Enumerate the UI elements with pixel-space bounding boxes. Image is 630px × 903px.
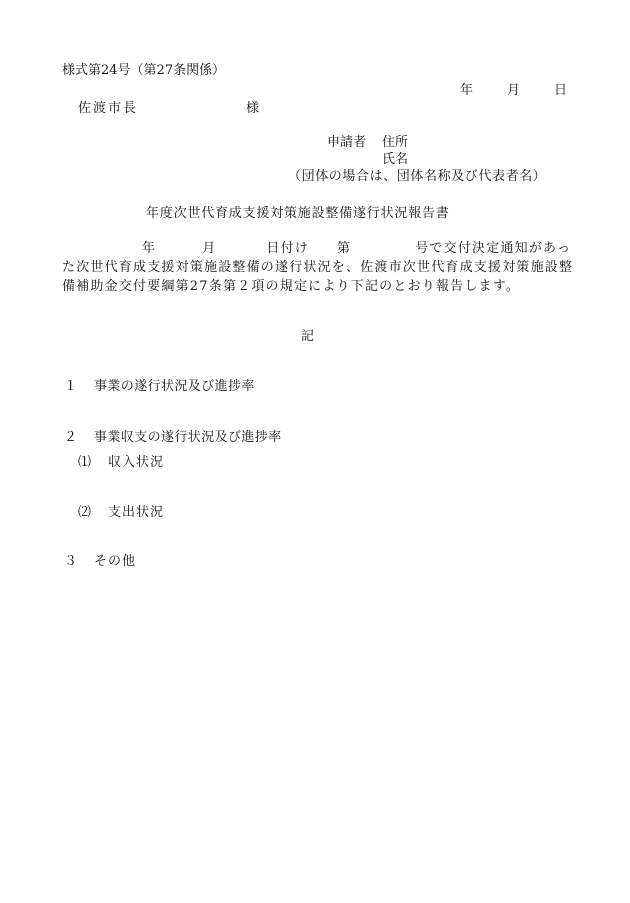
item1-number: １ (64, 379, 78, 394)
address-label: 住所 (382, 135, 409, 150)
ki-heading: 記 (301, 329, 315, 344)
date-month-label: 月 (507, 83, 521, 98)
body-month: 月 (202, 241, 217, 256)
applicant-note: （団体の場合は、団体名称及び代表者名） (288, 169, 547, 184)
body-date-suffix: 日付け (266, 241, 310, 256)
body-dai: 第 (337, 241, 352, 256)
name-label: 氏名 (382, 152, 409, 167)
item3-number: ３ (64, 554, 78, 569)
item1-label: 事業の遂行状況及び進捗率 (94, 379, 255, 394)
date-year-label: 年 (460, 83, 474, 98)
form-number: 様式第24号（第27条関係） (62, 63, 226, 78)
addressee-honorific: 様 (246, 101, 260, 116)
item2-sub1-number: ⑴ (78, 455, 92, 470)
item2-sub1-label: 収入状況 (108, 455, 165, 470)
item2-sub2-number: ⑵ (78, 505, 92, 520)
body-year: 年 (142, 241, 157, 256)
item2-sub2-label: 支出状況 (108, 505, 165, 520)
document-title: 年度次世代育成支援対策施設整備遂行状況報告書 (146, 206, 450, 221)
addressee-name: 佐渡市長 (78, 101, 139, 116)
item2-label: 事業収支の遂行状況及び進捗率 (94, 430, 282, 445)
item3-label: その他 (94, 554, 137, 569)
item2-number: ２ (64, 430, 78, 445)
applicant-label: 申請者 (327, 135, 367, 150)
date-day-label: 日 (554, 83, 568, 98)
body-text: 号で交付決定通知があった次世代育成支援対策施設整備の遂行状況を、佐渡市次世代育成支援対策施設整備補助金交付要綱第27条第２項の規定により下記のとおり報告します。 (62, 241, 574, 294)
body-paragraph (62, 239, 574, 296)
